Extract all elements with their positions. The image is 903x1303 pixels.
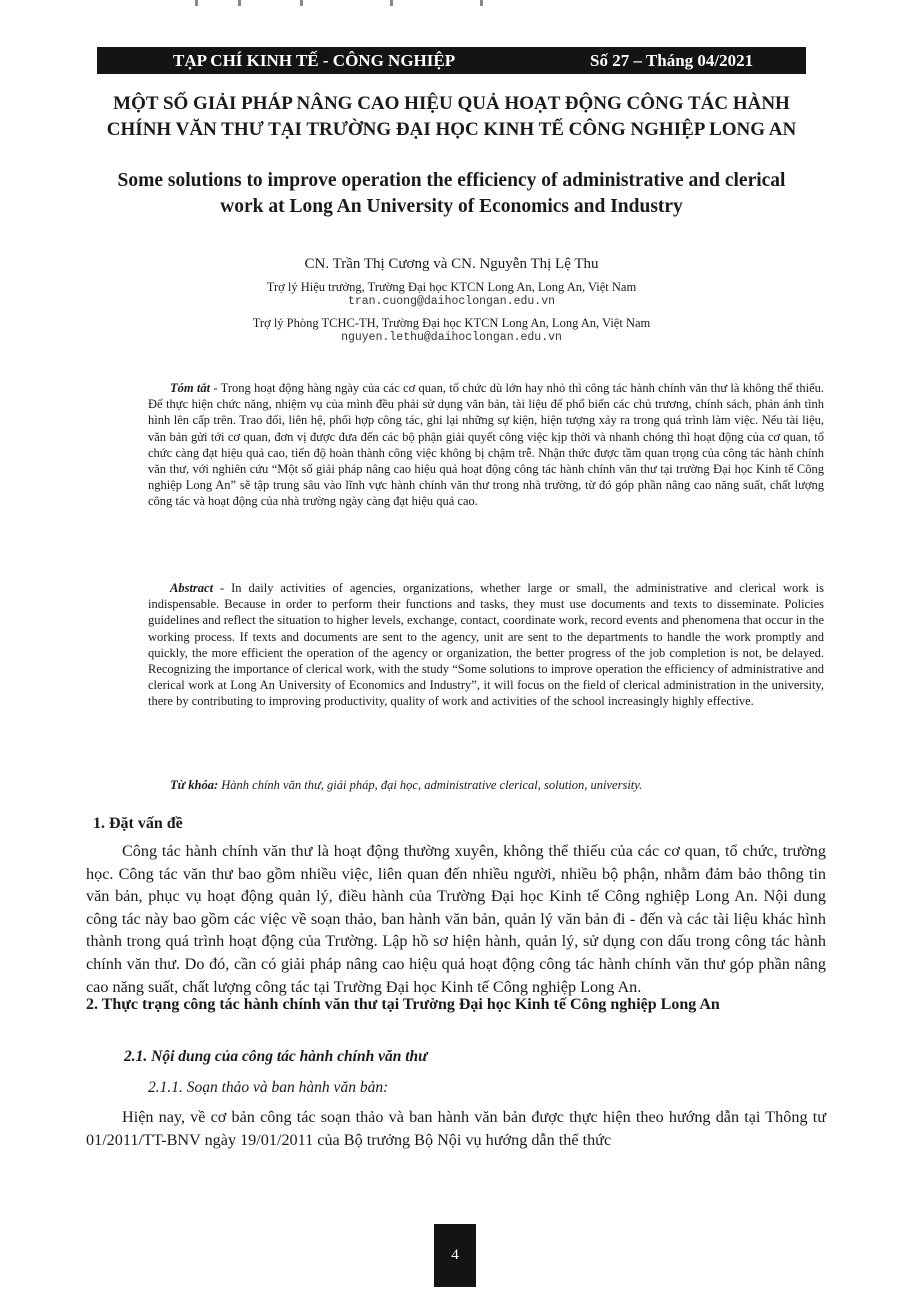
section-2-heading: 2. Thực trạng công tác hành chính văn thư tại Trường Đại học Kinh tế Công nghiệp Long An (86, 996, 720, 1013)
journal-name: TẠP CHÍ KINH TẾ - CÔNG NGHIỆP (173, 51, 456, 70)
page-number-box (434, 1224, 476, 1287)
section-1-paragraph: Công tác hành chính văn thư là hoạt động thường xuyên, không thể thiếu của các cơ quan, tổ chức, trường học. Công tác văn thư bao gồm nhiều việc, liên quan đến nhiều người, nhiều bộ phận, nhằm đảm bảo thông tin văn bản, phục vụ hoạt động quản lý, điều hành của Trường Đại học Kinh tế Công nghiệp Long An. Nội dung công tác này bao gồm các việc về soạn thảo, ban hành văn bản, quản lý văn bản đi - đến và các tài liệu khác hình thành trong quá trình hoạt động của Trường. Lập hồ sơ hiện hành, quản lý, sử dụng con dấu trong công tác hành chính văn thư. Do đó, cần có giải pháp nâng cao hiệu quả hoạt động công tác hành chính văn thư góp phần nâng cao năng suất, chất lượng công tác tại Trường Đại học Kinh tế Công nghiệp Long An. (86, 842, 826, 996)
keywords-label: Từ khóa: (170, 778, 219, 792)
journal-header-bar (97, 47, 806, 74)
abstract-vn-text: - Trong hoạt động hàng ngày của các cơ quan, tổ chức dù lớn hay nhỏ thì công tác hành chính văn thư là không thể thiếu. Để thực hiện chức năng, nhiệm vụ của mình đều phải sử dụng văn bản, tài liệu để phổ biến các chủ trương, chính sách, phản ánh tình hình lên cấp trên. Trao đổi, liên hệ, phối hợp công tác, ghi lại những sự kiện, hiện tượng xảy ra trong quá trình làm việc. Nếu tài liệu, văn bản gửi tới cơ quan, đơn vị được đưa đến các bộ phận giải quyết công việc kịp thời và nhanh chóng thì hoạt động của cơ quan, tổ chức càng đạt hiệu quả cao, tiến độ hoàn thành công việc không bị chậm trễ. Nhận thức được tầm quan trọng của công tác hành chính văn thư, với nghiên cứu “Một số giải pháp nâng cao hiệu quả hoạt động công tác hành chính văn thư tại trường Đại học Kinh tế Công nghiệp Long An” sẽ tập trung sâu vào lĩnh vực hành chính văn thư trong nhà trường, từ đó góp phần nâng cao năng suất, chất lượng công tác và hoạt động của nhà trường ngày càng đạt hiệu quả cao. (148, 381, 824, 509)
section-1-heading: 1. Đặt vấn đề (93, 815, 183, 832)
authors (97, 254, 806, 274)
abstract-vn-label: Tóm tắt (170, 381, 211, 395)
subsection-2-1-1-heading: 2.1.1. Soạn thảo và ban hành văn bản: (148, 1079, 389, 1096)
abstract-vietnamese (148, 380, 824, 510)
affiliation-1: Trợ lý Hiệu trưởng, Trường Đại học KTCN Long An, Long An, Việt Nam (266, 280, 637, 294)
abstract-en-label: Abstract (170, 581, 214, 595)
email-2: nguyen.lethu@daihoclongan.edu.vn (341, 331, 562, 344)
email-1: tran.cuong@daihoclongan.edu.vn (347, 295, 556, 308)
section-2-paragraph: Hiện nay, về cơ bản công tác soạn thảo và ban hành văn bản được thực hiện theo hướng dẫn tại Thông tư 01/2011/TT-BNV ngày 19/01/2011 của Bộ trưởng Bộ Nội vụ hướng dẫn thể thức (86, 1108, 826, 1149)
affiliation-2: Trợ lý Phòng TCHC-TH, Trường Đại học KTCN Long An, Long An, Việt Nam (252, 316, 651, 330)
title-vietnamese: MỘT SỐ GIẢI PHÁP NÂNG CAO HIỆU QUẢ HOẠT ĐỘNG CÔNG TÁC HÀNH CHÍNH VĂN THƯ TẠI TRƯỜNG ĐẠI HỌC KINH TẾ CÔNG NGHIỆP LONG AN (106, 93, 797, 140)
page-number: 4 (451, 1247, 459, 1263)
title-english: Some solutions to improve operation the efficiency of administrative and clerical work at Long An University of Economics and Industry (117, 170, 786, 217)
abstract-en-text: - In daily activities of agencies, organizations, whether large or small, the administrative and clerical work is indispensable. Because in order to perform their functions and tasks, they must use documents and texts to disseminate. Policies guidelines and reflect the situation to higher levels, exchange, contact, coordinate work, record events and phenomena that occur in the working process. If texts and documents are sent to the agency, unit are sent to the departments to handle the work promptly and quickly, the more efficient the operation of the agency or organization, the better progress of the job completion is not, be delayed. Recognizing the importance of clerical work, with the study “Some solutions to improve operation the efficiency of administrative and clerical work at Long An University of Economics and Industry”, it will focus on the field of clerical administration in the university, there by contributing to improving productivity, quality of work and activities of the school increasingly highly effective. (148, 581, 824, 709)
subsection-2-1-heading: 2.1. Nội dung của công tác hành chính văn thư (124, 1048, 428, 1065)
issue-number: Số 27 – Tháng 04/2021 (590, 51, 754, 70)
authors-text: CN. Trần Thị Cương và CN. Nguyễn Thị Lệ Thu (304, 256, 599, 272)
abstract-english (148, 580, 824, 710)
keywords (148, 777, 824, 793)
keywords-text: Hành chính văn thư, giải pháp, đại học, administrative clerical, solution, university. (218, 778, 643, 792)
